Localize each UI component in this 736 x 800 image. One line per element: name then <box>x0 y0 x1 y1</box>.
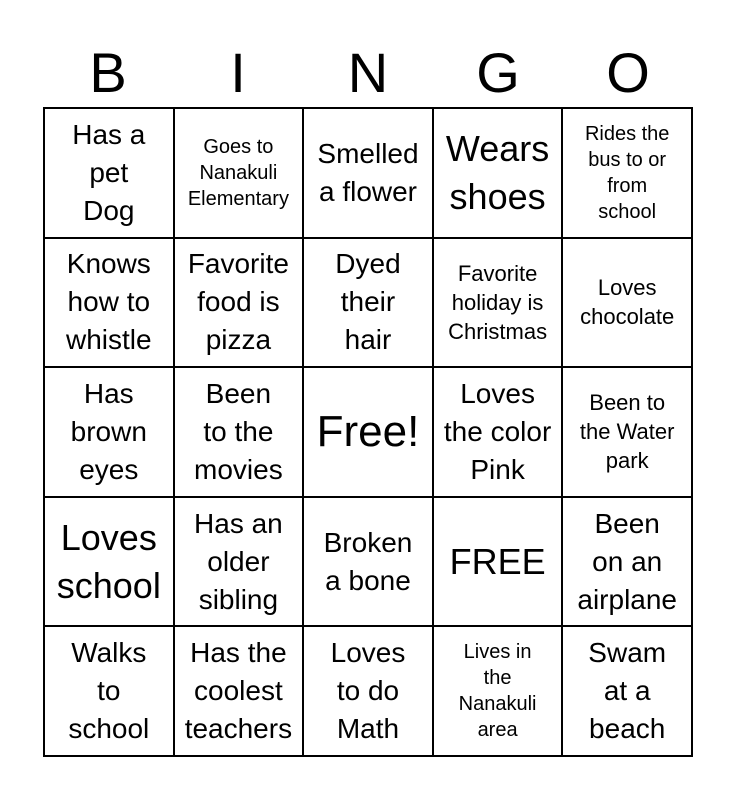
bingo-cell-text: Swam at a beach <box>588 637 667 745</box>
bingo-cell-text: Favorite holiday is Christmas <box>448 260 548 344</box>
bingo-cell[interactable] <box>44 238 174 368</box>
bingo-cell[interactable] <box>433 367 563 497</box>
bingo-header <box>43 40 693 106</box>
header-letter-o: O <box>606 41 650 104</box>
bingo-cell[interactable] <box>44 497 174 627</box>
bingo-cell-text: Wears shoes <box>445 127 550 217</box>
header-letter-n: N <box>347 41 389 104</box>
bingo-cell[interactable] <box>174 497 304 627</box>
bingo-cell-text: Loves chocolate <box>580 275 675 330</box>
bingo-cell-text: Loves to do Math <box>330 637 406 745</box>
bingo-cell-text: Loves the color Pink <box>443 377 552 485</box>
bingo-cell[interactable] <box>303 238 433 368</box>
bingo-cell[interactable] <box>303 497 433 627</box>
bingo-cell-text: Dyed their hair <box>335 248 401 356</box>
bingo-cell[interactable] <box>174 108 304 238</box>
bingo-cell-text: Been to the Water park <box>579 390 675 474</box>
bingo-cell[interactable] <box>303 108 433 238</box>
bingo-cell[interactable] <box>44 367 174 497</box>
bingo-cell-text: Walks to school <box>68 637 150 745</box>
bingo-cell-text: Has a pet Dog <box>72 118 146 226</box>
bingo-cell[interactable] <box>433 497 563 627</box>
bingo-cell-text: Smelled a flower <box>317 137 419 207</box>
bingo-cell[interactable] <box>433 238 563 368</box>
header-letter-i: I <box>230 41 246 104</box>
bingo-cell[interactable] <box>433 108 563 238</box>
bingo-cell-text: Goes to Nanakuli Elementary <box>187 135 289 210</box>
bingo-cell[interactable] <box>44 626 174 756</box>
bingo-cell-text: Been on an airplane <box>577 507 678 615</box>
bingo-cell[interactable] <box>303 626 433 756</box>
bingo-cell[interactable] <box>562 238 692 368</box>
bingo-cell-text: Been to the movies <box>194 377 283 485</box>
bingo-grid <box>43 107 693 757</box>
bingo-cell[interactable] <box>303 367 433 497</box>
bingo-cell[interactable] <box>174 626 304 756</box>
header-letter-g: G <box>476 41 520 104</box>
bingo-cell-text: Lives in the Nanakuli area <box>458 641 537 742</box>
bingo-cell-text: Loves school <box>56 516 161 606</box>
bingo-cell-text: Rides the bus to or from school <box>584 122 670 223</box>
bingo-cell-text: Has brown eyes <box>70 377 147 485</box>
bingo-cell[interactable] <box>174 367 304 497</box>
bingo-cell-text: FREE <box>449 540 546 582</box>
bingo-cell[interactable] <box>562 497 692 627</box>
bingo-cell[interactable] <box>174 238 304 368</box>
bingo-cell[interactable] <box>562 367 692 497</box>
bingo-cell[interactable] <box>562 626 692 756</box>
header-letter-b: B <box>89 41 127 104</box>
bingo-cell-text: Has an older sibling <box>194 507 283 615</box>
bingo-cell-text: Knows how to whistle <box>66 248 152 356</box>
bingo-cell[interactable] <box>44 108 174 238</box>
bingo-cell[interactable] <box>433 626 563 756</box>
bingo-cell-text: Free! <box>316 406 420 456</box>
bingo-cell-text: Favorite food is pizza <box>187 248 289 356</box>
bingo-cell[interactable] <box>562 108 692 238</box>
bingo-cell-text: Has the coolest teachers <box>184 637 293 745</box>
bingo-cell-text: Broken a bone <box>323 526 413 596</box>
